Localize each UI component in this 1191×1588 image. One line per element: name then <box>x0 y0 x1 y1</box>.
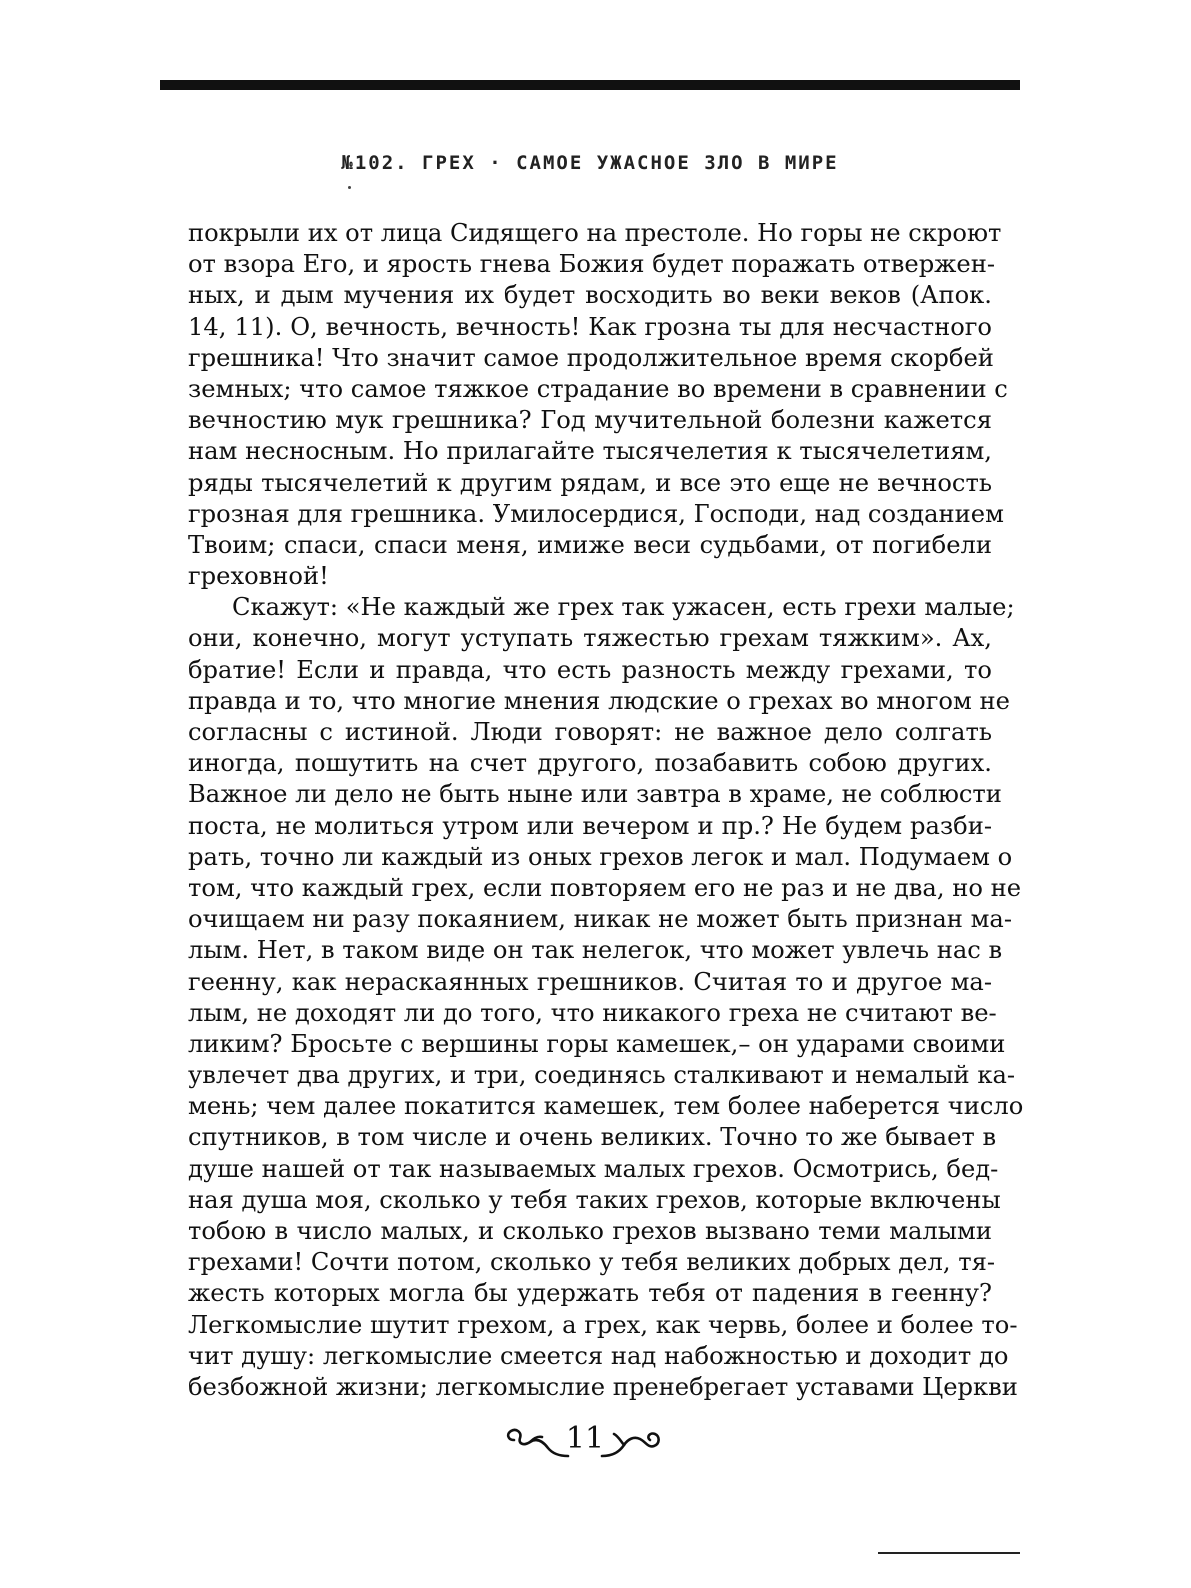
text-line: спутников, в том числе и очень великих. Точно то же бывает в <box>188 1123 997 1152</box>
text-line: чит душу: легкомыслие смеется над набожностью и доходит до <box>188 1341 1009 1370</box>
page-number: 11 <box>565 1421 605 1456</box>
bottom-rule <box>878 1552 1020 1554</box>
print-speck <box>348 186 351 189</box>
text-line: нам несносным. Но прилагайте тысячелетия к тысячелетиям, <box>188 437 992 466</box>
text-line: греховной! <box>188 562 329 591</box>
text-line: Легкомыслие шутит грехом, а грех, как червь, более и более то- <box>188 1310 1018 1339</box>
text-line: правда и то, что многие мнения людские о грехах во многом не <box>188 686 1010 715</box>
text-line: поста, не молиться утром или вечером и пр.? Не будем разби- <box>188 811 992 840</box>
text-line: Твоим; спаси, спаси меня, имиже веси судьбами, от погибели <box>188 530 992 559</box>
page-number-ornament <box>500 1418 670 1468</box>
text-line: земных; что самое тяжкое страдание во времени в сравнении с <box>188 374 1008 403</box>
text-line: ная душа моя, сколько у тебя таких грехов, которые включены <box>188 1185 1001 1214</box>
text-line: согласны с истиной. Люди говорят: не важное дело солгать <box>188 718 992 746</box>
text-line: том, что каждый грех, если повторяем его не раз и не два, но не <box>188 873 1022 902</box>
text-line: от взора Его, и ярость гнева Божия будет поражать отвержен- <box>188 250 996 279</box>
text-line: жесть которых могла бы удержать тебя от падения в геенну? <box>188 1279 992 1308</box>
text-line: грозная для грешника. Умилосердися, Господи, над созданием <box>188 499 1004 528</box>
text-line: они, конечно, могут уступать тяжестью грехам тяжким». Ах, <box>188 624 992 653</box>
running-head: №102. ГРЕХ · САМОЕ УЖАСНОЕ ЗЛО В МИРЕ <box>341 152 839 174</box>
text-line: увлечет два других, и три, соединясь сталкивают и немалый ка- <box>188 1061 1016 1090</box>
text-line: лым, не доходят ли до того, что никакого греха не считают ве- <box>188 998 997 1027</box>
text-line: грешника! Что значит самое продолжительное время скорбей <box>188 343 994 372</box>
text-line: вечностию мук грешника? Год мучительной болезни кажется <box>188 406 992 435</box>
text-line: Скажут: «Не каждый же грех так ужасен, есть грехи малые; <box>232 593 1015 622</box>
text-line: рать, точно ли каждый из оных грехов легок и мал. Подумаем о <box>188 842 1013 871</box>
text-line: Важное ли дело не быть ныне или завтра в храме, не соблюсти <box>188 780 1002 809</box>
top-rule <box>160 80 1020 90</box>
text-line: покрыли их от лица Сидящего на престоле. Но горы не скроют <box>188 219 1002 247</box>
text-line: ликим? Бросьте с вершины горы камешек,– он ударами своими <box>188 1029 1006 1058</box>
text-line: 14, 11). О, вечность, вечность! Как грозна ты для несчастного <box>188 312 992 341</box>
text-line: лым. Нет, в таком виде он так нелегок, что может увлечь нас в <box>188 936 1003 965</box>
text-line: мень; чем далее покатится камешек, тем более наберется число <box>188 1092 1024 1121</box>
text-line: ряды тысячелетий к другим рядам, и все это еще не вечность <box>188 468 992 497</box>
text-line: тобою в число малых, и сколько грехов вызвано теми малыми <box>188 1217 992 1245</box>
paragraph-1 <box>188 218 1008 592</box>
text-line: братие! Если и правда, что есть разность между грехами, то <box>188 655 992 684</box>
paragraph-2 <box>188 592 1024 1403</box>
text-line: ных, и дым мучения их будет восходить во веки веков (Апок. <box>188 281 992 310</box>
text-line: геенну, как нераскаянных грешников. Считая то и другое ма- <box>188 967 992 996</box>
text-line: безбожной жизни; легкомыслие пренебрегает уставами Церкви <box>188 1372 1018 1401</box>
text-line: грехами! Сочти потом, сколько у тебя великих добрых дел, тя- <box>188 1248 996 1277</box>
text-line: очищаем ни разу покаянием, никак не может быть признан ма- <box>188 905 1013 934</box>
text-line: иногда, пошутить на счет другого, позабавить собою других. <box>188 749 992 778</box>
body-text <box>188 218 1024 1403</box>
text-line: душе нашей от так называемых малых грехов. Осмотрись, бед- <box>188 1154 999 1183</box>
